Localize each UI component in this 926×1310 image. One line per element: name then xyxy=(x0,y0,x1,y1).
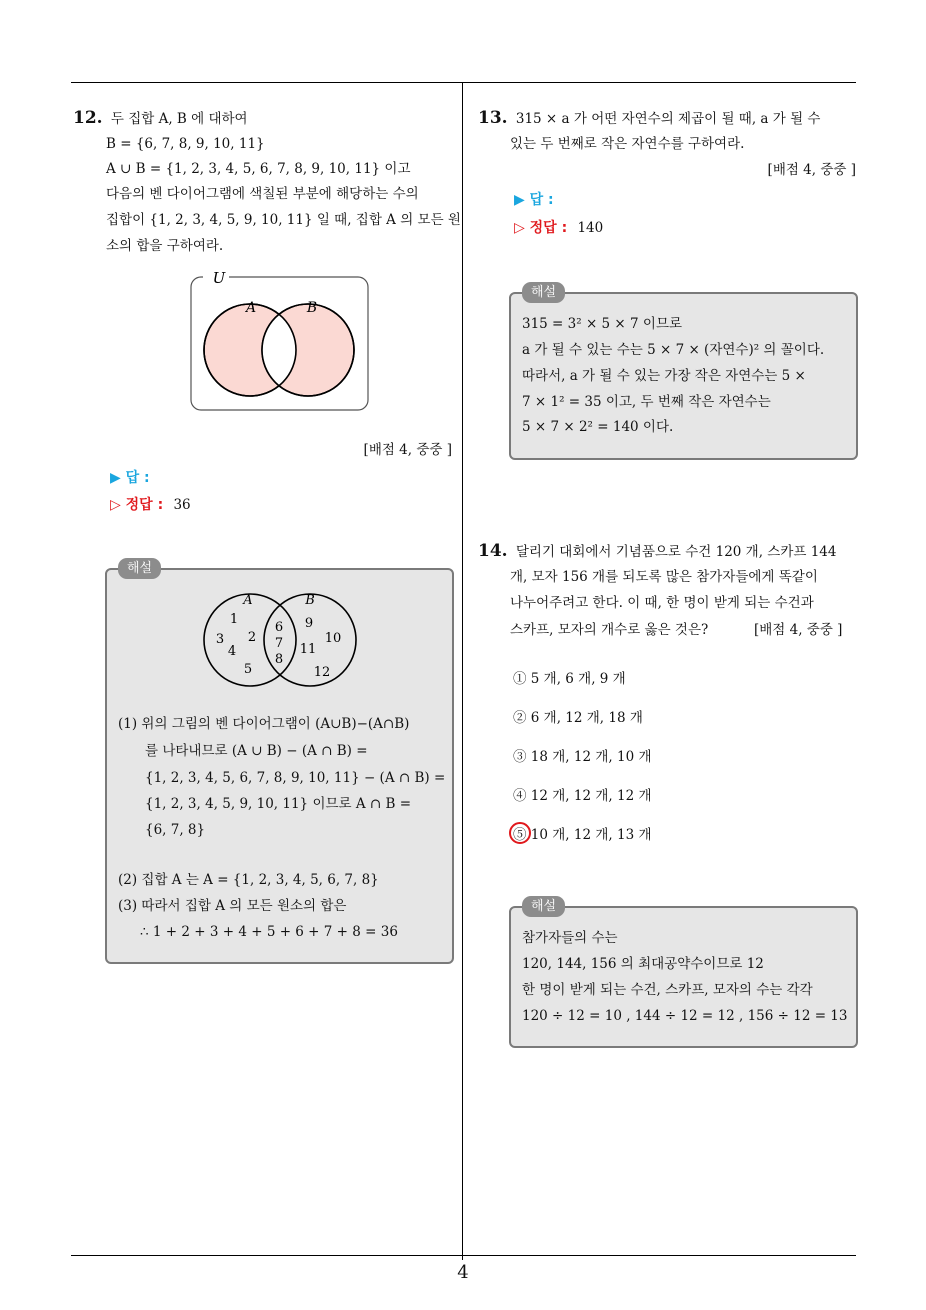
question-number: 12. xyxy=(73,108,103,128)
venn-number: 1 xyxy=(229,612,239,627)
explanation-text: 한 명이 받게 되는 수건, 스카프, 모자의 수는 각각 xyxy=(522,982,813,998)
explanation-text: (2) 집합 A 는 A = {1, 2, 3, 4, 5, 6, 7, 8} xyxy=(118,872,379,888)
explanation-tag: 해설 xyxy=(522,282,565,303)
question-text: 소의 합을 구하여라. xyxy=(106,238,224,254)
choice-4[interactable]: ④ 12 개, 12 개, 12 개 xyxy=(513,788,652,804)
venn-label-b: B xyxy=(306,300,318,316)
top-rule xyxy=(71,82,856,83)
correct-answer-value: 36 xyxy=(173,497,191,513)
question-text: A ∪ B = {1, 2, 3, 4, 5, 6, 7, 8, 9, 10, 11} 이고 xyxy=(106,161,411,177)
explanation-text: (3) 따라서 집합 A 의 모든 원소의 합은 xyxy=(118,898,347,914)
question-text: 315 × a 가 어떤 자연수의 제곱이 될 때, a 가 될 수 xyxy=(515,111,821,127)
score-label: [배점 4, 중중 ] xyxy=(767,162,856,178)
venn-number: 4 xyxy=(227,644,237,659)
choice-2[interactable]: ② 6 개, 12 개, 18 개 xyxy=(513,710,643,726)
explanation-text: 따라서, a 가 될 수 있는 가장 작은 자연수는 5 × xyxy=(522,368,806,384)
selected-answer-circle xyxy=(509,822,531,844)
explanation-text: 315 = 3² × 5 × 7 이므로 xyxy=(522,316,683,332)
venn-number: 6 xyxy=(274,620,284,635)
question-text: 나누어주려고 한다. 이 때, 한 명이 받게 되는 수건과 xyxy=(510,595,814,611)
choice-1[interactable]: ① 5 개, 6 개, 9 개 xyxy=(513,671,626,687)
venn-number: 10 xyxy=(324,631,342,646)
correct-answer-value: 140 xyxy=(577,220,604,236)
choice-5[interactable]: ⑤ 10 개, 12 개, 13 개 xyxy=(513,827,652,843)
question-text: 두 집합 A, B 에 대하여 xyxy=(110,111,248,127)
venn-number: 5 xyxy=(243,662,253,677)
venn-number: 7 xyxy=(274,636,284,651)
page-number: 4 xyxy=(457,1262,469,1283)
bottom-rule xyxy=(71,1255,856,1256)
score-label: [배점 4, 중중 ] xyxy=(754,622,843,638)
venn-number: B xyxy=(305,593,315,608)
explanation-text: 120 ÷ 12 = 10 , 144 ÷ 12 = 12 , 156 ÷ 12 = 13 xyxy=(522,1008,848,1024)
venn-label-a: A xyxy=(245,300,257,316)
venn-number: 8 xyxy=(274,652,284,667)
explanation-text: a 가 될 수 있는 수는 5 × 7 × (자연수)² 의 꼴이다. xyxy=(522,342,825,358)
score-label: [배점 4, 중중 ] xyxy=(363,442,452,458)
venn-number: 2 xyxy=(247,630,257,645)
explanation-tag: 해설 xyxy=(522,896,565,917)
explanation-text: 5 × 7 × 2² = 140 이다. xyxy=(522,419,674,435)
venn-label-u: U xyxy=(212,269,226,287)
venn-number: 9 xyxy=(304,616,314,631)
choice-3[interactable]: ③ 18 개, 12 개, 10 개 xyxy=(513,749,652,765)
explanation-text: {1, 2, 3, 4, 5, 6, 7, 8, 9, 10, 11} − (A ∩ B) = xyxy=(145,770,446,786)
question-text: 다음의 벤 다이어그램에 색칠된 부분에 해당하는 수의 xyxy=(106,186,419,202)
venn-diagram-solution xyxy=(198,588,362,692)
explanation-text: (1) 위의 그림의 벤 다이어그램이 (A∪B)−(A∩B) xyxy=(118,716,410,732)
venn-number: A xyxy=(243,593,253,608)
question-text: 달리기 대회에서 기념품으로 수건 120 개, 스카프 144 xyxy=(515,544,837,560)
explanation-text: ∴ 1 + 2 + 3 + 4 + 5 + 6 + 7 + 8 = 36 xyxy=(140,924,398,940)
question-number: 13. xyxy=(478,108,508,128)
venn-number: 11 xyxy=(299,642,317,657)
column-divider xyxy=(462,82,463,1260)
question-text: 개, 모자 156 개를 되도록 많은 참가자들에게 똑같이 xyxy=(510,569,818,585)
explanation-text: 를 나타내므로 (A ∪ B) − (A ∩ B) = xyxy=(145,743,368,759)
answer-label: ▶ 답 : xyxy=(110,470,150,486)
explanation-text: 120, 144, 156 의 최대공약수이므로 12 xyxy=(522,956,764,972)
venn-number: 12 xyxy=(313,665,331,680)
question-number: 14. xyxy=(478,541,508,561)
explanation-tag: 해설 xyxy=(118,558,161,579)
question-text: 집합이 {1, 2, 3, 4, 5, 9, 10, 11} 일 때, 집합 A 의 모든 원 xyxy=(106,212,461,228)
venn-number: 3 xyxy=(215,632,225,647)
question-text: 있는 두 번째로 작은 자연수를 구하여라. xyxy=(510,136,745,152)
correct-answer-label: ▷ 정답 : xyxy=(514,220,568,236)
explanation-text: {6, 7, 8} xyxy=(145,822,206,838)
correct-answer-label: ▷ 정답 : xyxy=(110,497,164,513)
explanation-text: 참가자들의 수는 xyxy=(522,930,618,946)
question-text: 스카프, 모자의 개수로 옳은 것은? xyxy=(510,622,709,638)
explanation-text: {1, 2, 3, 4, 5, 9, 10, 11} 이므로 A ∩ B = xyxy=(145,796,412,812)
question-text: B = {6, 7, 8, 9, 10, 11} xyxy=(106,136,265,152)
explanation-text: 7 × 1² = 35 이고, 두 번째 작은 자연수는 xyxy=(522,394,771,410)
venn-diagram xyxy=(188,264,372,414)
answer-label: ▶ 답 : xyxy=(514,192,554,208)
